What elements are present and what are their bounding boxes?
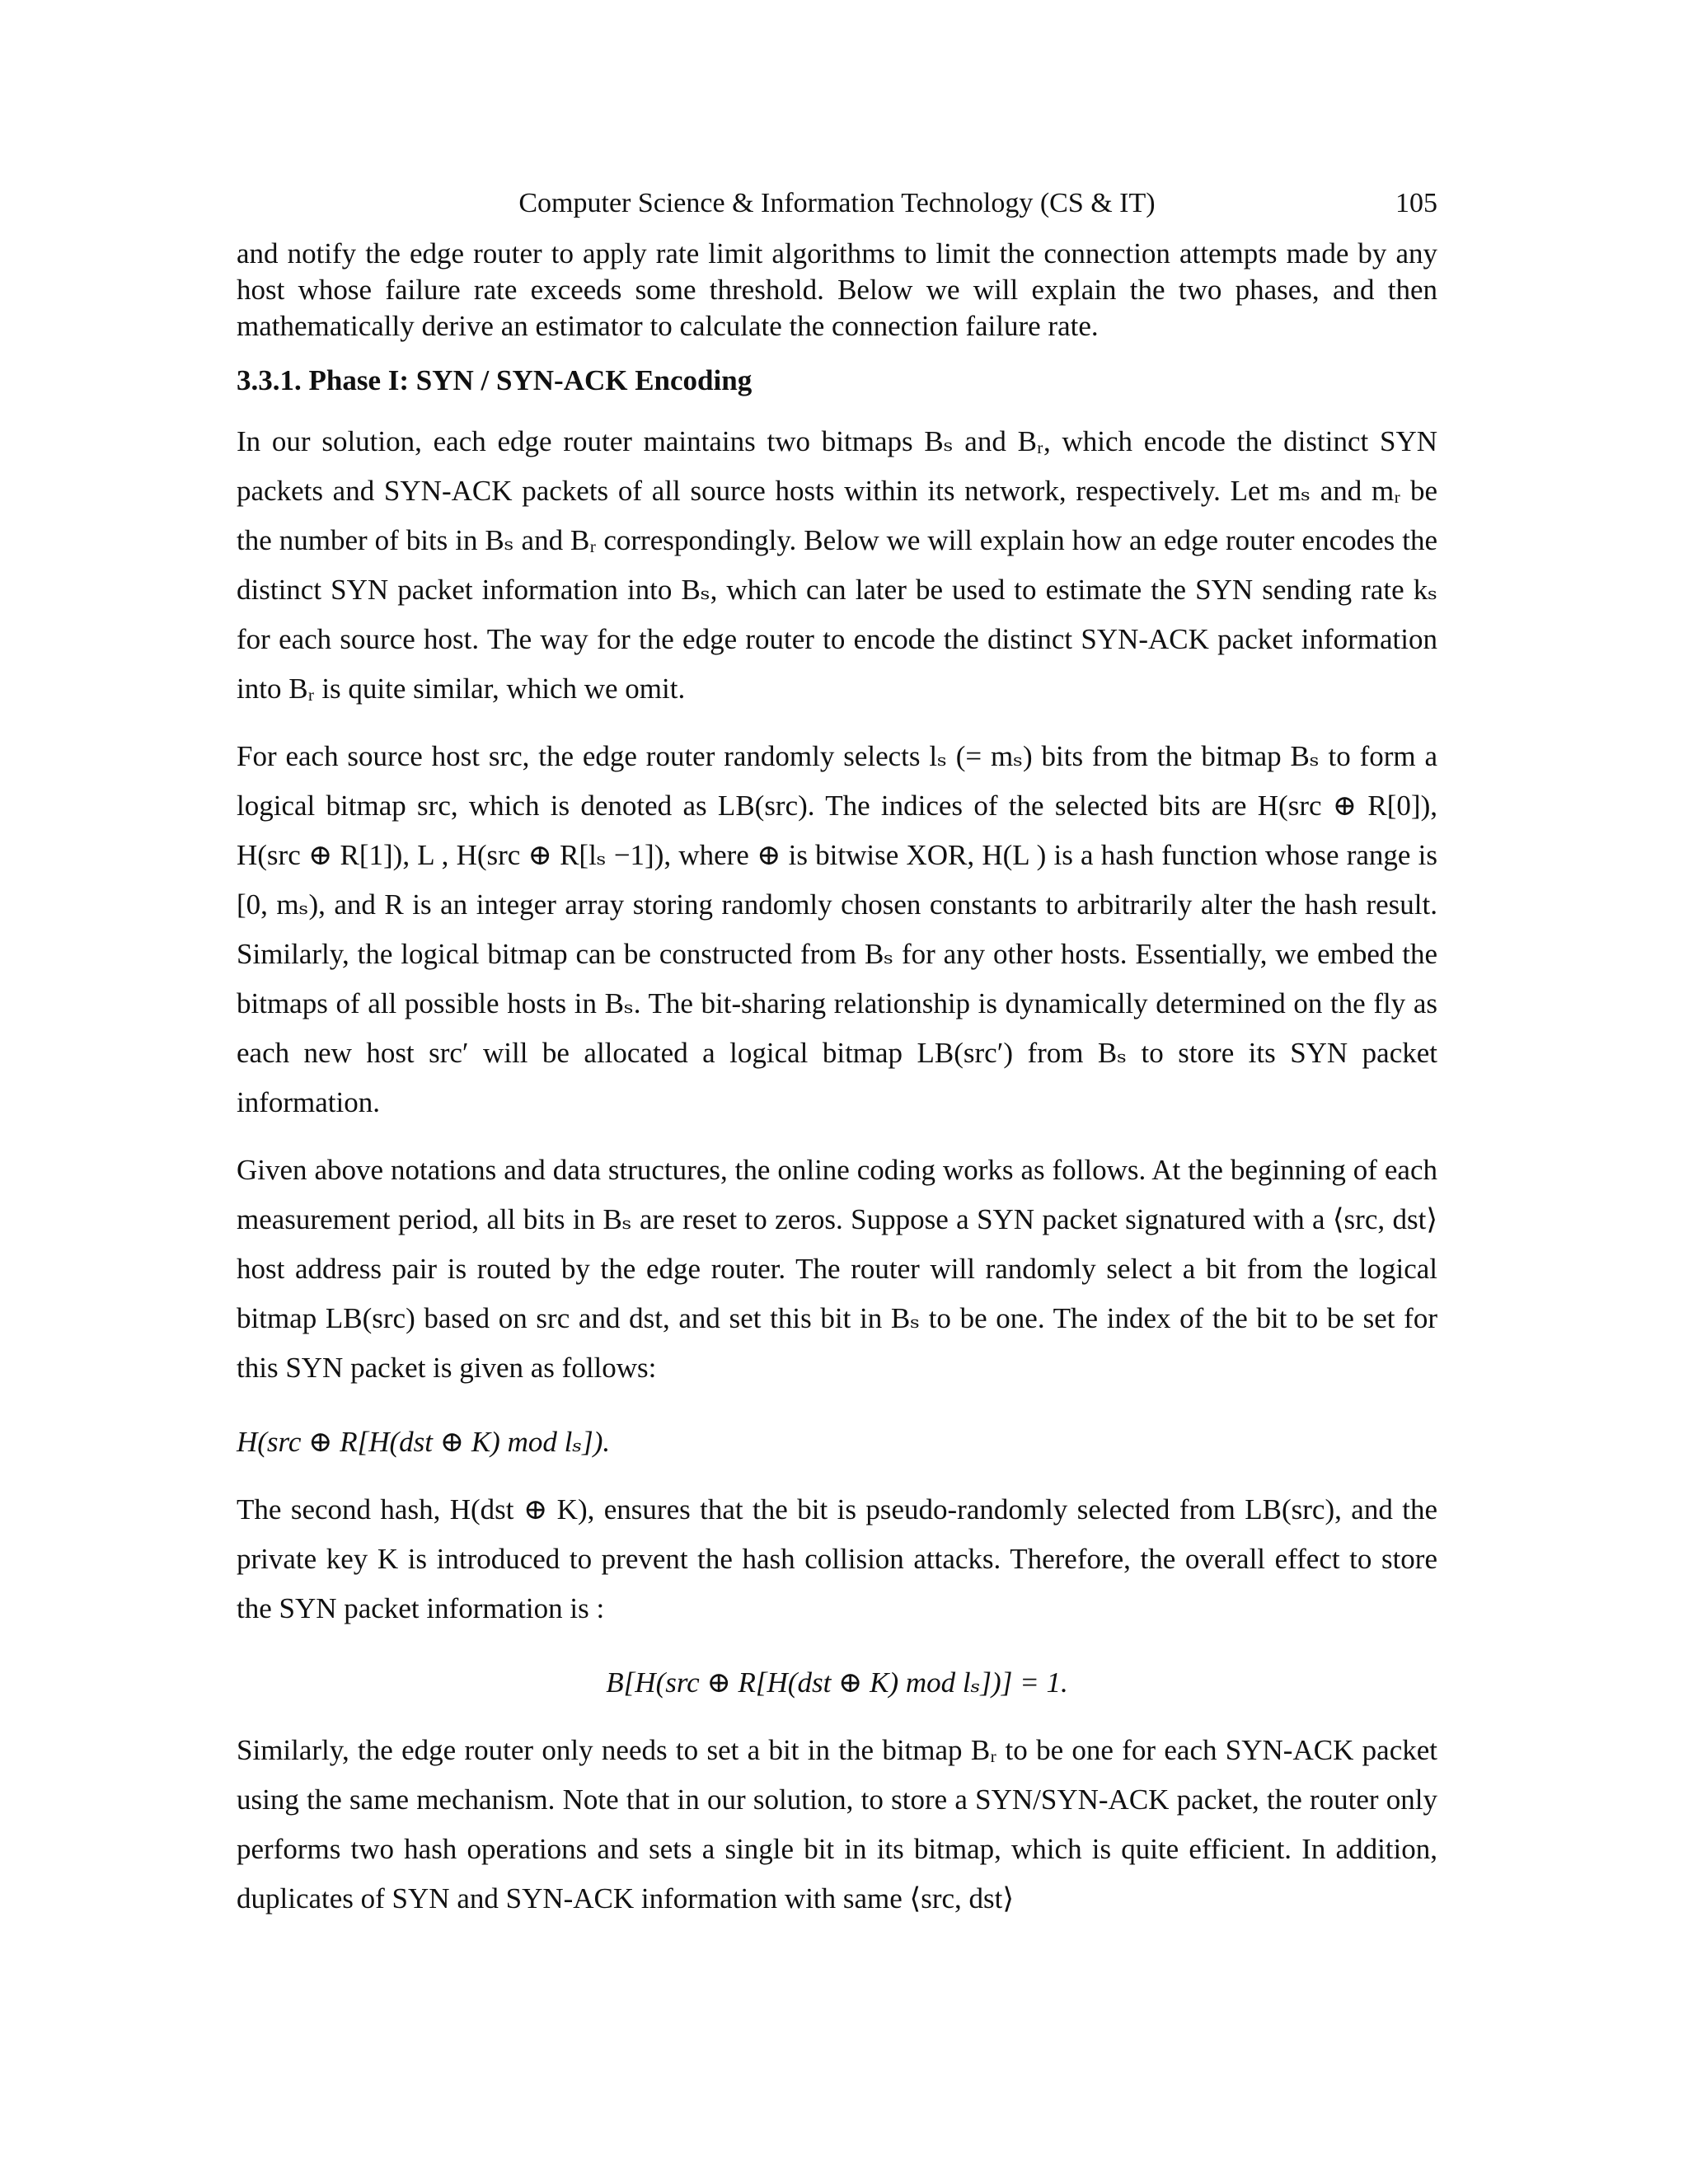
paragraph-online-coding: Given above notations and data structures, the online coding works as follows. At the beginning of each measurement period, all bits in Bₛ are reset to zeros. Suppose a SYN packet signatured with a ⟨src, dst⟩ host address pair is routed by the edge router. The router will randomly select a bit from the logical bitmap LB(src) based on src and dst, and set this bit in Bₛ to be one. The index of the bit to be set for this SYN packet is given as follows: xyxy=(237,1154,1437,1384)
paragraph-second-hash: The second hash, H(dst ⊕ K), ensures that the bit is pseudo-randomly selected from LB(src), and the private key K is introduced to prevent the hash collision attacks. Therefore, the overall effect to store the SYN packet information is : xyxy=(237,1493,1437,1624)
equation-store: B[H(src ⊕ R[H(dst ⊕ K) mod lₛ])] = 1. xyxy=(606,1666,1068,1699)
page-number: 105 xyxy=(1395,188,1437,218)
equation-index: H(src ⊕ R[H(dst ⊕ K) mod lₛ]). xyxy=(237,1426,611,1458)
body-text xyxy=(237,236,1437,1924)
paragraph-syn-ack: Similarly, the edge router only needs to set a bit in the bitmap Bᵣ to be one for each SYN-ACK packet using the same mechanism. Note that in our solution, to store a SYN/SYN-ACK packet, the router only performs two hash operations and sets a single bit in its bitmap, which is quite efficient. In addition, duplicates of SYN and SYN-ACK information with same ⟨src, dst⟩ xyxy=(237,1734,1437,1915)
paragraph-bitmaps: In our solution, each edge router maintains two bitmaps Bₛ and Bᵣ, which encode the distinct SYN packets and SYN-ACK packets of all source hosts within its network, respectively. Let mₛ and mᵣ be the number of bits in Bₛ and Bᵣ correspondingly. Below we will explain how an edge router encodes the distinct SYN packet information into Bₛ, which can later be used to estimate the SYN sending rate kₛ for each source host. The way for the edge router to encode the distinct SYN-ACK packet information into Bᵣ is quite similar, which we omit. xyxy=(237,425,1437,705)
journal-title: Computer Science & Information Technology (CS & IT) xyxy=(518,188,1156,218)
running-header xyxy=(237,183,1437,224)
section-heading: 3.3.1. Phase I: SYN / SYN-ACK Encoding xyxy=(237,364,753,396)
paragraph-logical-bitmap: For each source host src, the edge router randomly selects lₛ (= mₛ) bits from the bitmap Bₛ to form a logical bitmap src, which is denoted as LB(src). The indices of the selected bits are H(src ⊕ R[0]), H(src ⊕ R[1]), L , H(src ⊕ R[lₛ −1]), where ⊕ is bitwise XOR, H(L ) is a hash function whose range is [0, mₛ), and R is an integer array storing randomly chosen constants to arbitrarily alter the hash result. Similarly, the logical bitmap can be constructed from Bₛ for any other hosts. Essentially, we embed the bitmaps of all possible hosts in Bₛ. The bit-sharing relationship is dynamically determined on the fly as each new host src′ will be allocated a logical bitmap LB(src′) from Bₛ to store its SYN packet information. xyxy=(237,740,1437,1118)
paragraph-continuation: and notify the edge router to apply rate limit algorithms to limit the connection attempts made by any host whose failure rate exceeds some threshold. Below we will explain the two phases, and then mathematically derive an estimator to calculate the connection failure rate. xyxy=(237,237,1437,342)
